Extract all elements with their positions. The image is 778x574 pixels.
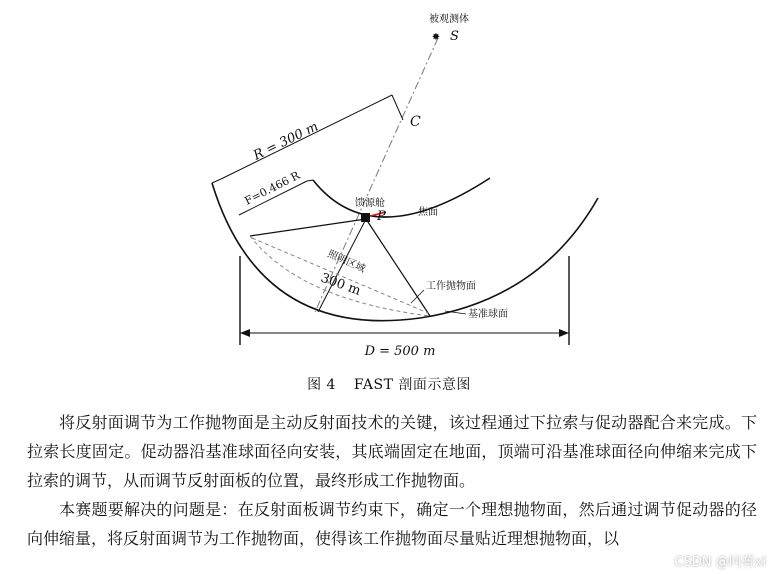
illuminated-region-label: 照明区域: [325, 248, 367, 276]
reference-sphere-label: 基准球面: [468, 309, 508, 320]
cabin-line-left: [250, 219, 366, 236]
arrow-right-icon: [559, 329, 569, 337]
working-paraboloid-label: 工作抛物面: [426, 281, 476, 292]
axis-line: [315, 38, 438, 312]
reference-sphere-arc: [212, 183, 598, 321]
focal-extension: [307, 180, 313, 181]
paragraph: 将反射面调节为工作抛物面是主动反射面技术的关键，该过程通过下拉索与促动器配合来完成。下拉索长度固定。促动器沿基准球面径向安装，其底端固定在地面，顶端可沿基准球面径向伸缩来完成下拉索的调节，从而调节反射面板的位置，最终形成工作抛物面。: [27, 413, 757, 490]
radius-label: R = 300 m: [251, 119, 321, 164]
focal-surface-arc: [313, 178, 490, 217]
focal-surface-label: 焦面: [418, 207, 438, 218]
feed-cabin-marker: [361, 213, 370, 222]
body-text: [27, 408, 757, 553]
observed-object-label: 被观测体: [429, 14, 469, 25]
focus-point-label: P: [377, 209, 386, 224]
radius-extension-top: [392, 95, 403, 120]
focal-length-label: F=0.466 R: [242, 168, 302, 208]
feed-cabin-label: 馈源舱: [355, 198, 385, 209]
figure-number: 图 4: [307, 377, 336, 393]
paraboloid-leader: [411, 290, 424, 303]
aperture-300-label: 300 m: [318, 270, 363, 299]
diameter-label: D = 500 m: [364, 344, 436, 359]
aperture-chord: [252, 238, 428, 313]
paragraph: 本赛题要解决的问题是：在反射面板调节约束下，确定一个理想抛物面，然后通过调节促动器的径向伸缩量，将反射面调节为工作抛物面，使得该工作抛物面尽量贴近理想抛物面，以: [27, 500, 757, 548]
watermark: CSDN @冋蓇xl: [674, 555, 766, 570]
cabin-line-right: [366, 219, 430, 316]
arrow-left-icon: [240, 329, 250, 337]
source-point-label: S: [450, 29, 459, 44]
figure-caption: [0, 374, 778, 394]
center-point-label: C: [410, 114, 421, 130]
star-icon: ✸: [431, 32, 441, 43]
figure-title: FAST 剖面示意图: [353, 377, 471, 393]
radius-extension-bottom: [212, 179, 221, 183]
